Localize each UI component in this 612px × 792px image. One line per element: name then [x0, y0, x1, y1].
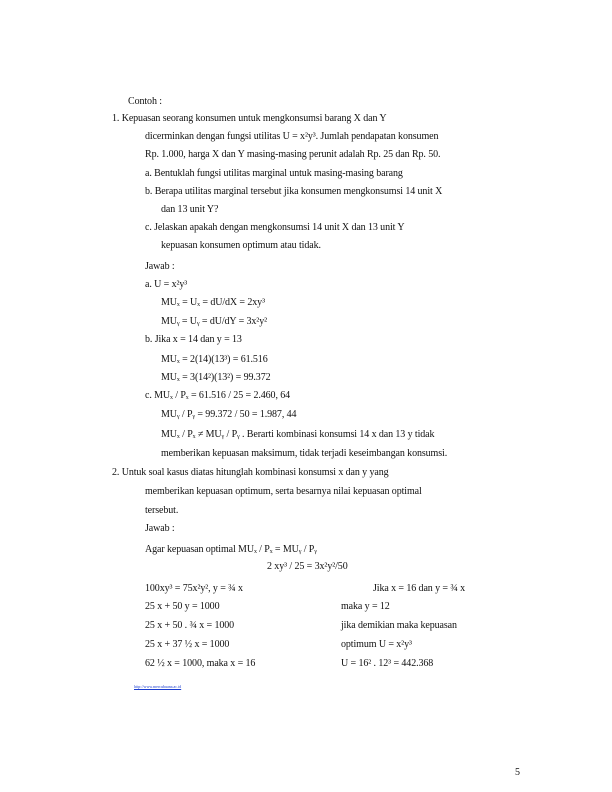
- problem1-line2: dicerminkan dengan fungsi utilitas U = x²y³. Jumlah pendapatan konsumen: [145, 131, 439, 142]
- answer-b-line1: b. Jika x = 14 dan y = 13: [145, 334, 242, 345]
- right-step: U = 16² . 12³ = 442.368: [341, 658, 434, 669]
- question-c-line2: kepuasan konsumen optimum atau tidak.: [161, 240, 321, 251]
- question-b-line2: dan 13 unit Y?: [161, 204, 219, 215]
- right-step: jika demikian maka kepuasan: [341, 620, 457, 631]
- left-step: 25 x + 37 ½ x = 1000: [145, 639, 230, 650]
- answer-a-line1: a. U = x²y³: [145, 279, 188, 290]
- optimal-condition: Agar kepuasan optimal MUₓ / Pₓ = MUᵧ / Pᵧ: [145, 544, 317, 555]
- example-heading: Contoh :: [128, 96, 162, 107]
- answer-b-line2: MUₓ = 2(14)(13³) = 61.516: [161, 354, 268, 365]
- left-step: 25 x + 50 y = 1000: [145, 601, 220, 612]
- answer-label-1: Jawab :: [145, 261, 175, 272]
- answer-c-line2: MUᵧ / Pᵧ = 99.372 / 50 = 1.987, 44: [161, 409, 297, 420]
- question-c-line1: c. Jelaskan apakah dengan mengkonsumsi 14 unit X dan 13 unit Y: [145, 222, 405, 233]
- right-step: optimum U = x²y³: [341, 639, 412, 650]
- left-step: 62 ½ x = 1000, maka x = 16: [145, 658, 256, 669]
- answer-b-line3: MUₓ = 3(14²)(13²) = 99.372: [161, 372, 271, 383]
- problem1-line1: 1. Kepuasan seorang konsumen untuk mengkonsumsi barang X dan Y: [112, 113, 387, 124]
- left-step: 25 x + 50 . ¾ x = 1000: [145, 620, 235, 631]
- right-step: maka y = 12: [341, 601, 390, 612]
- answer-c-line4: memberikan kepuasan maksimum, tidak terjadi keseimbangan konsumsi.: [161, 448, 448, 459]
- answer-label-2: Jawab :: [145, 523, 175, 534]
- question-a: a. Bentuklah fungsi utilitas marginal untuk masing-masing barang: [145, 168, 403, 179]
- question-b-line1: b. Berapa utilitas marginal tersebut jika konsumen mengkonsumsi 14 unit X: [145, 186, 443, 197]
- problem1-line3: Rp. 1.000, harga X dan Y masing-masing perunit adalah Rp. 25 dan Rp. 50.: [145, 149, 441, 160]
- problem2-line1: 2. Untuk soal kasus diatas hitunglah kombinasi konsumsi x dan y yang: [112, 467, 389, 478]
- footer-link[interactable]: http://www.mercubuana.ac.id: [134, 684, 182, 689]
- answer-c-line3: MUₓ / Pₓ ≠ MUᵧ / Pᵧ . Berarti kombinasi konsumsi 14 x dan 13 y tidak: [161, 429, 435, 440]
- problem2-line2: memberikan kepuasan optimum, serta besarnya nilai kepuasan optimal: [145, 486, 422, 497]
- answer-a-line2: MUₓ = Uₓ = dU/dX = 2xy³: [161, 297, 265, 308]
- right-step: Jika x = 16 dan y = ¾ x: [373, 583, 466, 594]
- left-step: 100xy³ = 75x²y², y = ¾ x: [145, 583, 243, 594]
- answer-a-line3: MUᵧ = Uᵧ = dU/dY = 3x²y²: [161, 316, 268, 327]
- problem2-line3: tersebut.: [145, 505, 179, 516]
- equation: 2 xy³ / 25 = 3x²y²/50: [267, 561, 348, 572]
- page-number: 5: [515, 767, 520, 778]
- answer-c-line1: c. MUₓ / Pₓ = 61.516 / 25 = 2.460, 64: [145, 390, 291, 401]
